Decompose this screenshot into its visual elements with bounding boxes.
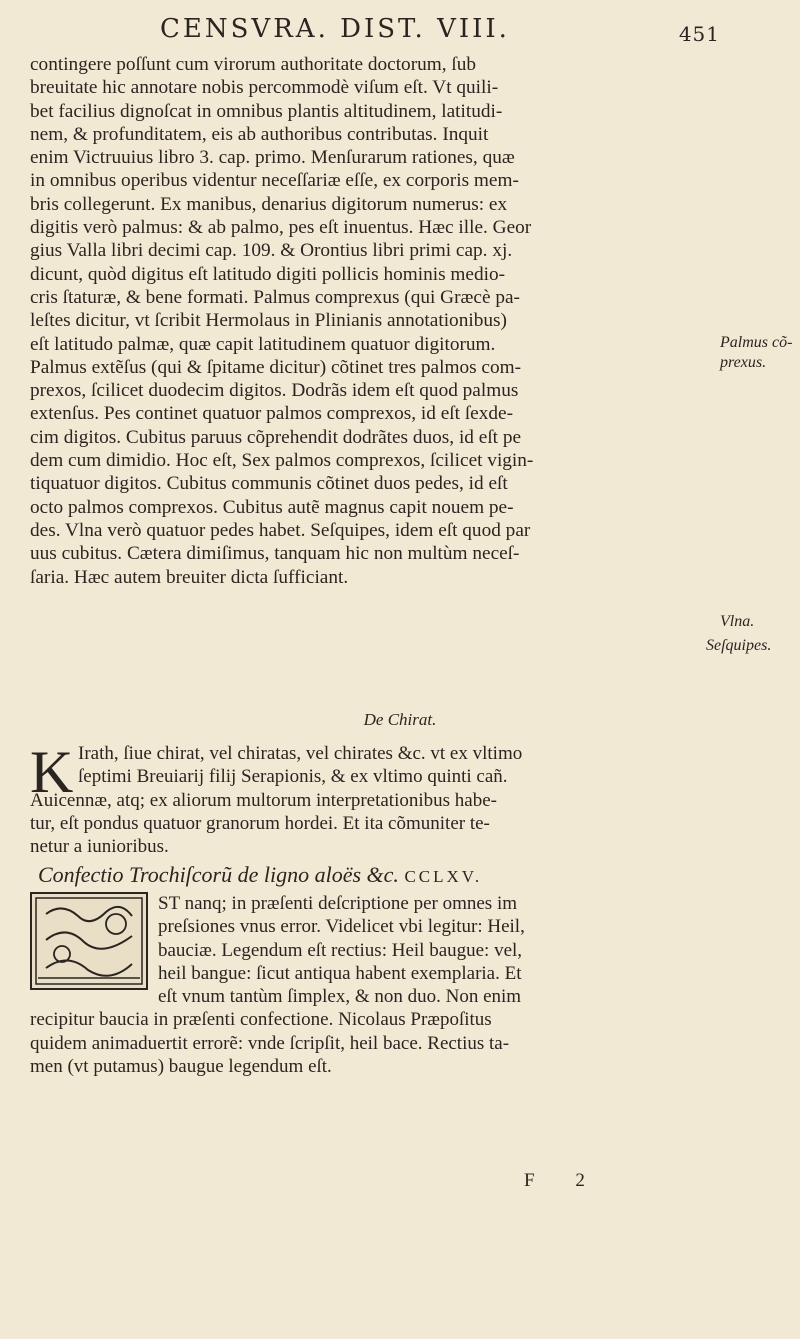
text-line: ſaria. Hæc autem breuiter dicta ſufficiant. [30,566,349,588]
text-line: gius Valla libri decimi cap. 109. & Orontius libri primi cap. xj. [30,240,513,262]
text-line: Palmus extẽſus (qui & ſpitame dicitur) cõtinet tres palmos com- [30,356,522,378]
text-line: extenſus. Pes continet quatuor palmos comprexos, id eſt ſexde- [30,403,513,425]
text-line: preſsiones vnus error. Videlicet vbi legitur: Heil, [158,916,525,938]
section-title: De Chirat. [363,710,437,729]
running-title: CENSVRA. DIST. VIII. [160,14,510,44]
text-line: breuitate hic annotare nobis percommodè viſum eſt. Vt quili- [30,77,499,99]
text-line: in omnibus operibus videntur neceſſariæ eſſe, ex corporis mem- [30,170,519,192]
text-line: dicunt, quòd digitus eſt latitudo digiti pollicis hominis medio- [30,263,506,285]
signature-mark: F 2 [524,1170,603,1191]
margin-note-prexus: prexus. [720,354,767,371]
text-line: men (vt putamus) baugue legendum eſt. [30,1056,332,1078]
margin-note-vlna: Vlna. [720,613,755,630]
text-line: netur a iunioribus. [30,836,169,858]
text-line: contingere poſſunt cum virorum authoritate doctorum, ſub [30,54,477,75]
text-line: cim digitos. Cubitus paruus cõprehendit dodrãtes duos, id eſt pe [30,426,522,448]
text-line: cris ſtaturæ, & bene formati. Palmus comprexus (qui Græcè pa- [30,286,520,308]
heading-title: Confectio Trochiſcorũ de ligno aloës &c. [38,862,399,887]
text-line: enim Victruuius libro 3. cap. primo. Menſurarum rationes, quæ [30,147,515,169]
text-line: uus cubitus. Cætera dimiſimus, tanquam hic non multùm neceſ- [30,543,520,565]
text-line: heil bangue: ſicut antiqua habent exemplaria. Et [158,962,522,984]
running-header [160,14,720,50]
confectio-paragraph [30,892,720,1078]
folio-number: 451 [678,22,720,46]
margin-note-sesquipes: Seſquipes. [706,637,772,654]
text-line: digitis verò palmus: & ab palmo, pes eſt inuentus. Hæc ille. Geor [30,217,532,239]
text-line: bauciæ. Legendum eſt rectius: Heil baugue: vel, [158,939,523,961]
text-line: eſt latitudo palmæ, quæ capit latitudinem quatuor digitorum. [30,333,496,355]
text-line: Irath, ſiue chirat, vel chiratas, vel chirates &c. vt ex vltimo [78,743,523,764]
text-line: leſtes dicitur, vt ſcribit Hermolaus in Plinianis annotationibus) [30,310,507,332]
text-line: bris collegerunt. Ex manibus, denarius digitorum numerus: ex [30,193,508,215]
text-line: des. Vlna verò quatuor pedes habet. Seſquipes, idem eſt quod par [30,519,531,541]
text-line: dem cum dimidio. Hoc eſt, Sex palmos comprexos, ſcilicet vigin- [30,450,534,472]
confectio-heading [38,862,738,888]
text-line: ST nanq; in præſenti deſcriptione per omnes im [158,893,518,914]
main-paragraph [30,53,710,589]
text-line: octo palmos comprexos. Cubitus autẽ magnus capit nouem pe- [30,496,514,518]
heading-number: CCLXV. [404,867,483,886]
text-line: ſeptimi Breuiarij filij Serapionis, & ex vltimo quinti cañ. [78,766,508,788]
drop-initial: K [30,739,74,805]
chirat-paragraph [30,739,720,858]
text-line: nem, & profunditatem, eis ab authoribus contributas. Inquit [30,123,489,145]
text-line: quidem animaduertit errorẽ: vnde ſcripſit, heil bace. Rectius ta- [30,1032,510,1054]
text-line: Auicennæ, atq; ex aliorum multorum interpretationibus habe- [30,789,497,811]
margin-note-palmus: Palmus cõ- [720,334,793,351]
text-line: tur, eſt pondus quatuor granorum hordei. Et ita cõmuniter te- [30,812,490,834]
text-line: bet facilius dignoſcat in omnibus plantis altitudinem, latitudi- [30,100,503,122]
text-line: recipitur baucia in præſenti confectione. Nicolaus Præpoſitus [30,1009,492,1031]
text-line: eſt vnum tantùm ſimplex, & non duo. Non enim [158,986,522,1008]
text-line: prexos, ſcilicet duodecim digitos. Dodrãs idem eſt quod palmus [30,380,519,402]
text-line: tiquatuor digitos. Cubitus communis cõtinet duos pedes, id eſt [30,473,508,495]
